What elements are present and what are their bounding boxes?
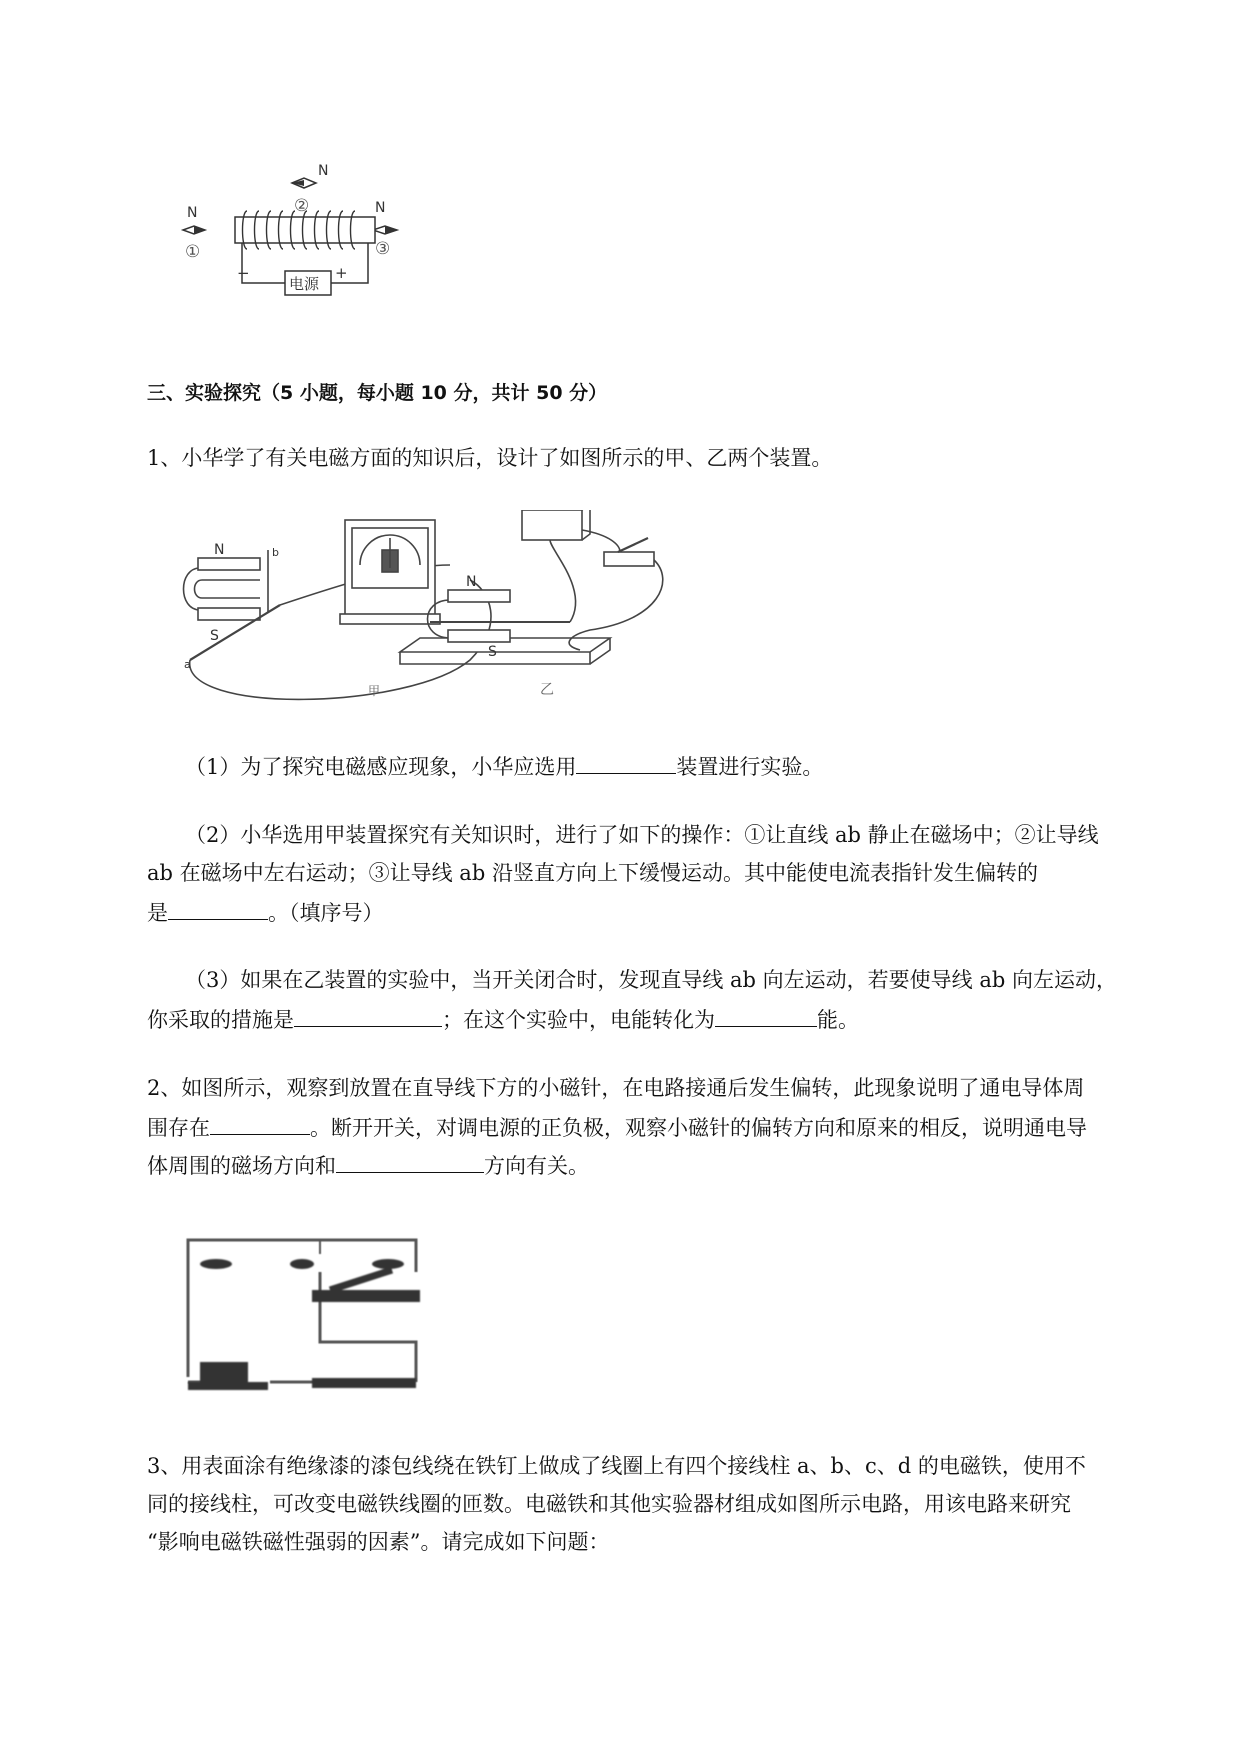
section-title: 三、实验探究（5 小题，每小题 10 分，共计 50 分） bbox=[147, 382, 608, 404]
label-yi: 乙 bbox=[540, 682, 554, 698]
q1-part1-blank[interactable] bbox=[576, 753, 676, 774]
q1-part3-line1: （3）如果在乙装置的实验中，当开关闭合时，发现直导线 ab 向左运动，若要使导线 ab 向左运动， bbox=[185, 968, 1117, 992]
q3-line3: “影响电磁铁磁性强弱的因素”。请完成如下问题： bbox=[147, 1530, 610, 1554]
q2-circuit-figure bbox=[180, 1232, 430, 1392]
needle-1-label: ① bbox=[185, 242, 201, 262]
q1-part2-blank[interactable] bbox=[168, 899, 268, 920]
q2-line2 bbox=[147, 1114, 1087, 1140]
q2-blank-2[interactable] bbox=[336, 1152, 484, 1173]
q1-part3-text-c: 能。 bbox=[817, 1008, 859, 1032]
needle-2-label: ② bbox=[294, 196, 310, 216]
solenoid-core bbox=[235, 217, 375, 243]
q1-part2-text-after: 。（填序号） bbox=[268, 901, 384, 925]
q2-line1: 2、如图所示，观察到放置在直导线下方的小磁针，在电路接通后发生偏转，此现象说明了通电导体周 bbox=[147, 1076, 1085, 1100]
q1-part2-line2: ab 在磁场中左右运动；③让导线 ab 沿竖直方向上下缓慢运动。其中能使电流表指针发生偏转的 bbox=[147, 861, 1038, 885]
q2-line3 bbox=[147, 1152, 589, 1178]
q1-part1-text-before: （1）为了探究电磁感应现象，小华应选用 bbox=[185, 755, 577, 779]
switch bbox=[312, 1290, 420, 1302]
compass-left bbox=[200, 1259, 232, 1269]
q1-part1-text-after: 装置进行实验。 bbox=[676, 755, 824, 779]
needle-1-n-label: N bbox=[187, 205, 198, 221]
q2-text-c: 体周围的磁场方向和 bbox=[147, 1154, 336, 1178]
q1-part3-blank-2[interactable] bbox=[715, 1006, 817, 1027]
label-s-jia: S bbox=[210, 628, 219, 644]
label-a-jia: a bbox=[184, 658, 191, 671]
q1-part3-text-a: 你采取的措施是 bbox=[147, 1008, 294, 1032]
q1-part1 bbox=[185, 753, 823, 779]
q2-text-b: 。断开开关，对调电源的正负极，观察小磁针的偏转方向和原来的相反，说明通电导 bbox=[310, 1116, 1087, 1140]
q3-line1: 3、用表面涂有绝缘漆的漆包线绕在铁钉上做成了线圈上有四个接线柱 a、b、c、d 的电磁铁，使用不 bbox=[147, 1454, 1086, 1478]
compass-middle bbox=[290, 1259, 314, 1269]
label-s-yi: S bbox=[488, 644, 497, 660]
needle-2-n-label: N bbox=[318, 163, 329, 179]
q1-apparatus-figure bbox=[170, 510, 760, 710]
q2-text-a: 围存在 bbox=[147, 1116, 210, 1140]
compass-right bbox=[372, 1259, 404, 1269]
switch-yi bbox=[604, 552, 654, 566]
q1-part2-text-before: 是 bbox=[147, 901, 168, 925]
power-box-yi bbox=[522, 510, 582, 540]
q1-part3-blank-1[interactable] bbox=[294, 1006, 442, 1027]
needle-3-label: ③ bbox=[375, 239, 391, 259]
power-supply-label: 电源 bbox=[289, 275, 320, 293]
label-n-yi: N bbox=[466, 574, 477, 590]
battery bbox=[200, 1362, 248, 1384]
label-jia: 甲 bbox=[368, 684, 381, 698]
q2-blank-1[interactable] bbox=[210, 1114, 310, 1135]
minus-sign: − bbox=[237, 264, 250, 282]
q1-part3-text-b: ；在这个实验中，电能转化为 bbox=[442, 1008, 715, 1032]
label-n-jia: N bbox=[214, 542, 225, 558]
q1-part2-line3 bbox=[147, 899, 384, 925]
needle-3-n-label: N bbox=[375, 200, 386, 216]
plus-sign: + bbox=[335, 264, 348, 282]
q2-text-d: 方向有关。 bbox=[484, 1154, 589, 1178]
q3-line2: 同的接线柱，可改变电磁铁线圈的匝数。电磁铁和其他实验器材组成如图所示电路，用该电路来研究 bbox=[147, 1492, 1071, 1516]
q1-stem: 1、小华学了有关电磁方面的知识后，设计了如图所示的甲、乙两个装置。 bbox=[147, 446, 833, 470]
q1-part2-line1: （2）小华选用甲装置探究有关知识时，进行了如下的操作：①让直线 ab 静止在磁场中；②让导线 bbox=[185, 823, 1099, 847]
solenoid-figure bbox=[175, 155, 465, 335]
terminal-board bbox=[312, 1378, 416, 1388]
q1-part3-line2 bbox=[147, 1006, 859, 1032]
label-b-jia: b bbox=[272, 546, 279, 559]
